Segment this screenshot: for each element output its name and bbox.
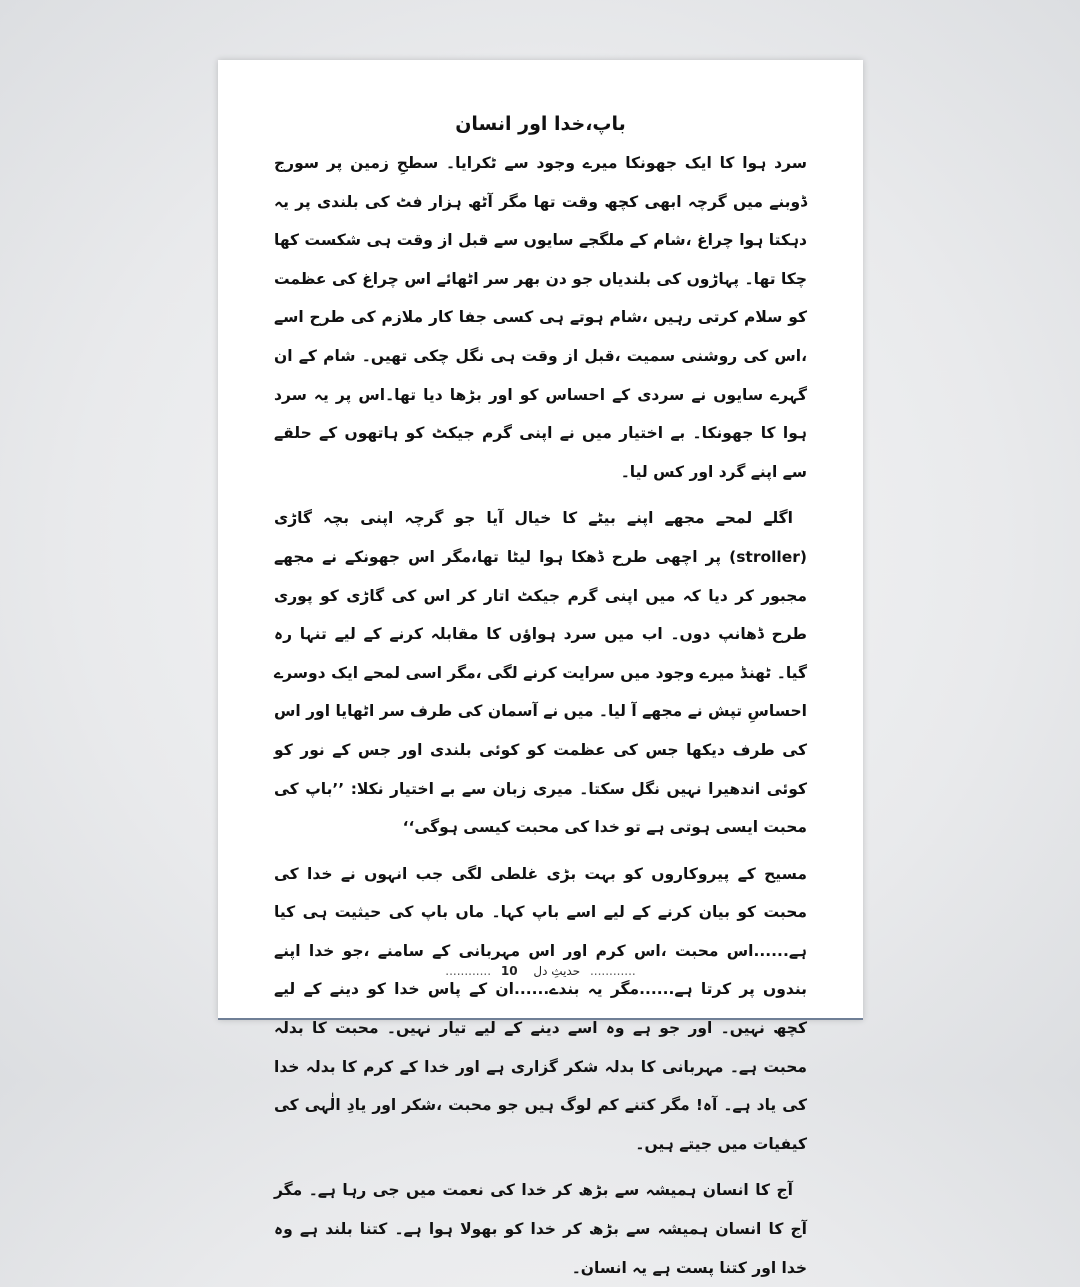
- paragraph-4: آج کا انسان ہمیشہ سے بڑھ کر خدا کی نعمت میں جی رہا ہے۔ مگر آج کا انسان ہمیشہ سے بڑھ کر خدا کو بھولا ہوا ہے۔ کتنا بلند ہے وہ خدا اور کتنا پست ہے یہ انسان۔: [274, 1181, 807, 1277]
- page-footer: [218, 964, 863, 978]
- page-number: 10: [500, 964, 518, 978]
- book-title: حدیثِ دل: [533, 964, 581, 978]
- footer-dots-left: ............: [445, 964, 492, 978]
- paragraph-3: مسیح کے پیروکاروں کو بہت بڑی غلطی لگی جب انہوں نے خدا کی محبت کو بیان کرنے کے لیے اسے باپ کہا۔ ماں باپ کی حیثیت ہی کیا ہے......اس محبت ،اس کرم اور اس مہربانی کے سامنے ،جو خدا اپنے بندوں پر کرتا ہے......مگر یہ بندے......ان کے پاس خدا کو دینے کے لیے کچھ نہیں۔ اور جو ہے وہ اسے دینے کے لیے تیار نہیں۔ محبت کا بدلہ محبت ہے۔ مہربانی کا بدلہ شکر گزاری ہے اور خدا کے کرم کا بدلہ خدا کی یاد ہے۔ آہ! مگر کتنے کم لوگ ہیں جو محبت ،شکر اور یادِ الٰہی کی کیفیات میں جیتے ہیں۔: [274, 864, 807, 1153]
- document-page: [218, 60, 863, 1277]
- footer-dots-right: ............: [589, 964, 636, 978]
- paragraph-1: سرد ہوا کا ایک جھونکا میرے وجود سے ٹکرایا۔ سطحِ زمین پر سورج ڈوبنے میں گرچہ ابھی کچھ وقت تھا مگر آٹھ ہزار فٹ کی بلندی پر یہ دہکتا ہوا چراغ ،شام کے ملگجے سایوں سے قبل از وقت ہی شکست کھا چکا تھا۔ پہاڑوں کی بلندیاں جو دن بھر سر اٹھائے اس چراغ کی عظمت کو سلام کرتی رہیں ،شام ہوتے ہی کسی جفا کار ملازم کی طرح اسے ،اس کی روشنی سمیت ،قبل از وقت ہی نگل چکی تھیں۔ شام کے ان گہرے سایوں نے سردی کے احساس کو اور بڑھا دیا تھا۔اس پر یہ سرد ہوا کا جھونکا۔ بے اختیار میں نے اپنی گرم جیکٹ کو ہاتھوں کے حلقے سے اپنے گرد اور کس لیا۔: [274, 154, 807, 481]
- chapter-title: باپ،خدا اور انسان: [455, 113, 626, 135]
- paragraph-2: اگلے لمحے مجھے اپنے بیٹے کا خیال آیا جو گرچہ اپنی بچہ گاڑی (stroller) پر اچھی طرح ڈھکا ہوا لیٹا تھا،مگر اس جھونکے نے مجھے مجبور کر دیا کہ میں اپنی گرم جیکٹ اتار کر اس کی گاڑی کو پوری طرح ڈھانپ دوں۔ اب میں سرد ہواؤں کا مقابلہ کرنے کے لیے تنہا رہ گیا۔ ٹھنڈ میرے وجود میں سرایت کرنے لگی ،مگر اسی لمحے ایک دوسرے احساسِ تپش نے مجھے آ لیا۔ میں نے آسمان کی طرف سر اٹھایا اور اس کی طرف دیکھا جس کی عظمت کو کوئی بلندی اور جس کے نور کو کوئی اندھیرا نہیں نگل سکتا۔ میری زبان سے بے اختیار نکلا: ’’باپ کی محبت ایسی ہوتی ہے تو خدا کی محبت کیسی ہوگی‘‘: [274, 509, 807, 837]
